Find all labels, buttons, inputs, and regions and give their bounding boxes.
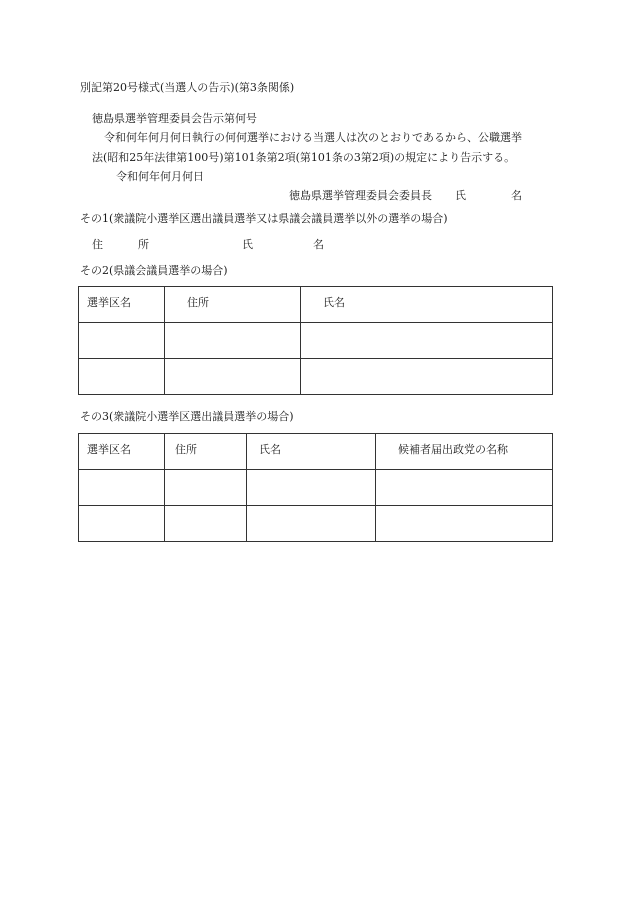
section1-label-mei: 名: [313, 238, 324, 251]
table-cell[interactable]: [165, 323, 301, 359]
section2-col-district: 選挙区名: [79, 287, 165, 323]
section2-col-address: 住所: [165, 287, 301, 323]
section3-heading: その3(衆議院小選挙区選出議員選挙の場合): [80, 410, 294, 423]
section2-col-name: 氏名: [301, 287, 553, 323]
section3-col-address: 住所: [165, 434, 247, 470]
section3-header-row: [79, 434, 553, 470]
section1-heading: その1(衆議院小選挙区選出議員選挙又は県議会議員選挙以外の選挙の場合): [80, 212, 448, 225]
section1-label-shi: 氏: [242, 238, 253, 251]
section2-heading: その2(県議会議員選挙の場合): [80, 264, 228, 277]
section3-col-party: 候補者届出政党の名称: [376, 434, 553, 470]
section1-label-ju: 住: [92, 238, 103, 251]
section3-col-district: 選挙区名: [79, 434, 165, 470]
table-cell[interactable]: [79, 359, 165, 395]
notice-date: 令和何年何月何日: [116, 170, 204, 183]
form-header: 別記第20号様式(当選人の告示)(第3条関係): [80, 81, 295, 94]
table-cell[interactable]: [165, 506, 247, 542]
table-cell[interactable]: [301, 359, 553, 395]
section3-col-name: 氏名: [247, 434, 376, 470]
table-cell[interactable]: [79, 323, 165, 359]
notice-body-line-1: 令和何年何月何日執行の何何選挙における当選人は次のとおりであるから、公職選挙: [104, 131, 522, 144]
notice-number: 徳島県選挙管理委員会告示第何号: [92, 112, 257, 125]
table-cell[interactable]: [79, 506, 165, 542]
table-cell[interactable]: [247, 506, 376, 542]
section2-table: [78, 286, 553, 395]
table-cell[interactable]: [376, 506, 553, 542]
table-cell[interactable]: [301, 323, 553, 359]
table-cell[interactable]: [165, 470, 247, 506]
table-cell[interactable]: [376, 470, 553, 506]
section3-table: [78, 433, 553, 542]
table-cell[interactable]: [247, 470, 376, 506]
notice-body-line-2: 法(昭和25年法律第100号)第101条第2項(第101条の3第2項)の規定により告示する。: [92, 151, 516, 164]
section1-label-sho: 所: [138, 238, 149, 251]
signature-shi: 氏: [455, 189, 466, 202]
table-row: [79, 470, 553, 506]
signature-title: 徳島県選挙管理委員会委員長: [289, 189, 432, 202]
table-cell[interactable]: [79, 470, 165, 506]
section2-header-row: [79, 287, 553, 323]
table-cell[interactable]: [165, 359, 301, 395]
table-row: [79, 506, 553, 542]
table-row: [79, 359, 553, 395]
signature-mei: 名: [511, 189, 522, 202]
table-row: [79, 323, 553, 359]
